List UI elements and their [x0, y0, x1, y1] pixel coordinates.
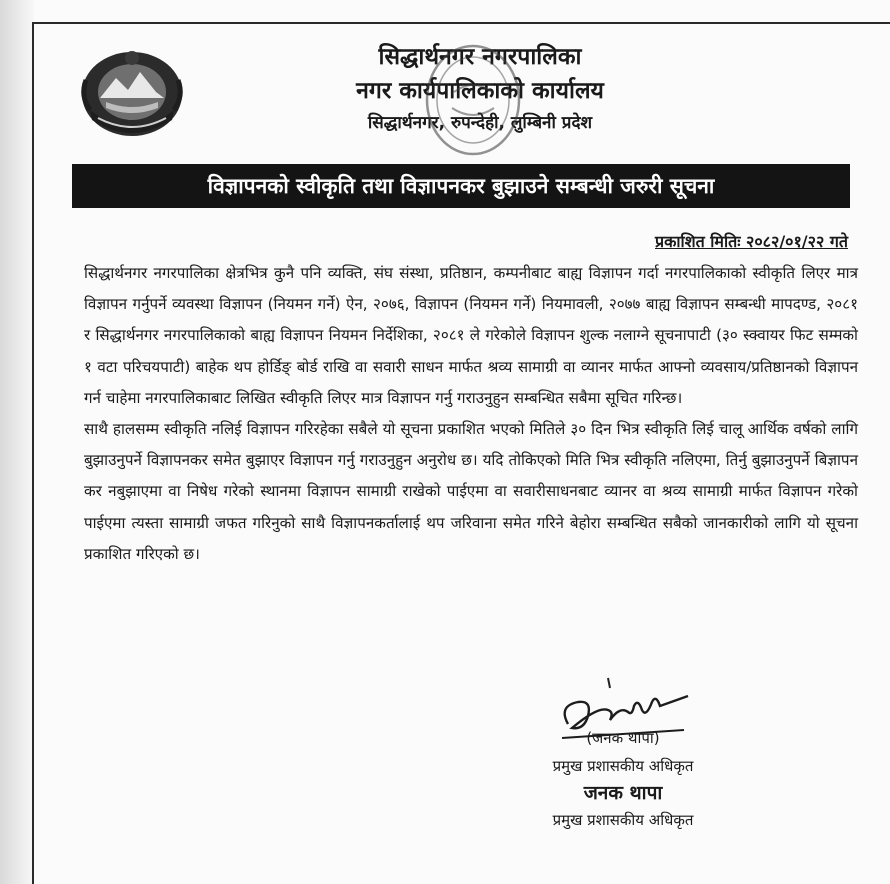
- signatory-title: प्रमुख प्रशासकीय अधिकृत: [552, 811, 694, 829]
- organization-name: सिद्धार्थनगर नगरपालिका: [378, 44, 582, 70]
- signatory-name-handwritten: (जनक थापा): [586, 729, 660, 747]
- left-border-line: [32, 22, 34, 884]
- signatory-title-handwritten: प्रमुख प्रशासकीय अधिकृत: [552, 757, 694, 775]
- signatory-name: जनक थापा: [583, 782, 663, 804]
- notice-title-bar: [72, 164, 850, 208]
- office-address: सिद्धार्थनगर, रुपन्देही, लुम्बिनी प्रदेश: [367, 113, 593, 133]
- signatory-block: [498, 724, 748, 834]
- notice-paragraph-1: सिद्धार्थनगर नगरपालिका क्षेत्रभित्र कुनै पनि व्यक्ति, संघ संस्था, प्रतिष्ठान, कम्पनीबाट बाह्य विज्ञापन गर्दा नगरपालिकाको स्वीकृति लिएर मात्र विज्ञापन गर्नुपर्ने व्यवस्था विज्ञापन (नियमन गर्ने) ऐन, २०७६, विज्ञापन (नियमन गर्ने) नियमावली, २०७७ बाह्य विज्ञापन सम्बन्धी मापदण्ड, २०८१ र सिद्धार्थनगर नगरपालिकाको बाह्य विज्ञापन नियमन निर्देशिका, २०८१ ले गरेकोले विज्ञापन शुल्क नलाग्ने सूचनापाटी (३० स्क्वायर फिट सम्मको १ वटा परिचयपाटी) बाहेक थप होर्डिङ् बोर्ड राखि वा सवारी साधन मार्फत श्रव्य सामाग्री वा व्यानर मार्फत आफ्नो व्यवसाय/प्रतिष्ठानको विज्ञापन गर्न चाहेमा नगरपालिकाबाट लिखित स्वीकृति लिएर मात्र विज्ञापन गर्नु गराउनुहुन सम्बन्धित सबैमा सूचित गरिन्छ।: [84, 264, 858, 407]
- notice-paragraph-2: साथै हालसम्म स्वीकृति नलिई विज्ञापन गरिरहेका सबैले यो सूचना प्रकाशित भएको मितिले ३० दिन भित्र स्वीकृति लिई चालू आर्थिक वर्षको लागि बुझाउनुपर्ने विज्ञापनकर समेत बुझाएर विज्ञापन गर्नु गराउनुहुन अनुरोध छ। यदि तोकिएको मिति भित्र स्वीकृति नलिएमा, तिर्नु बुझाउनुपर्ने बिज्ञापन कर नबुझाएमा वा निषेध गरेको स्थानमा विज्ञापन सामाग्री राखेको पाईएमा वा सवारीसाधनबाट व्यानर वा श्रव्य सामाग्री मार्फत विज्ञापन गरेको पाईएमा त्यस्ता सामाग्री जफत गरिनुको साथै विज्ञापनकर्तालाई थप जरिवाना समेत गरिने बेहोरा सम्बन्धित सबैको जानकारीको लागि यो सूचना प्रकाशित गरिएको छ।: [84, 420, 858, 563]
- page-edge-shadow: [0, 0, 34, 884]
- notice-title: विज्ञापनको स्वीकृति तथा विज्ञापनकर बुझाउने सम्बन्धी जरुरी सूचना: [207, 174, 715, 198]
- published-date: प्रकाशित मितिः २०८२/०१/२२ गते: [655, 232, 848, 251]
- notice-body: [84, 258, 858, 570]
- office-stamp-icon: [418, 38, 528, 160]
- nepal-emblem-icon: [76, 40, 188, 142]
- top-border-line: [32, 22, 890, 24]
- office-name: नगर कार्यपालिकाको कार्यालय: [356, 78, 604, 104]
